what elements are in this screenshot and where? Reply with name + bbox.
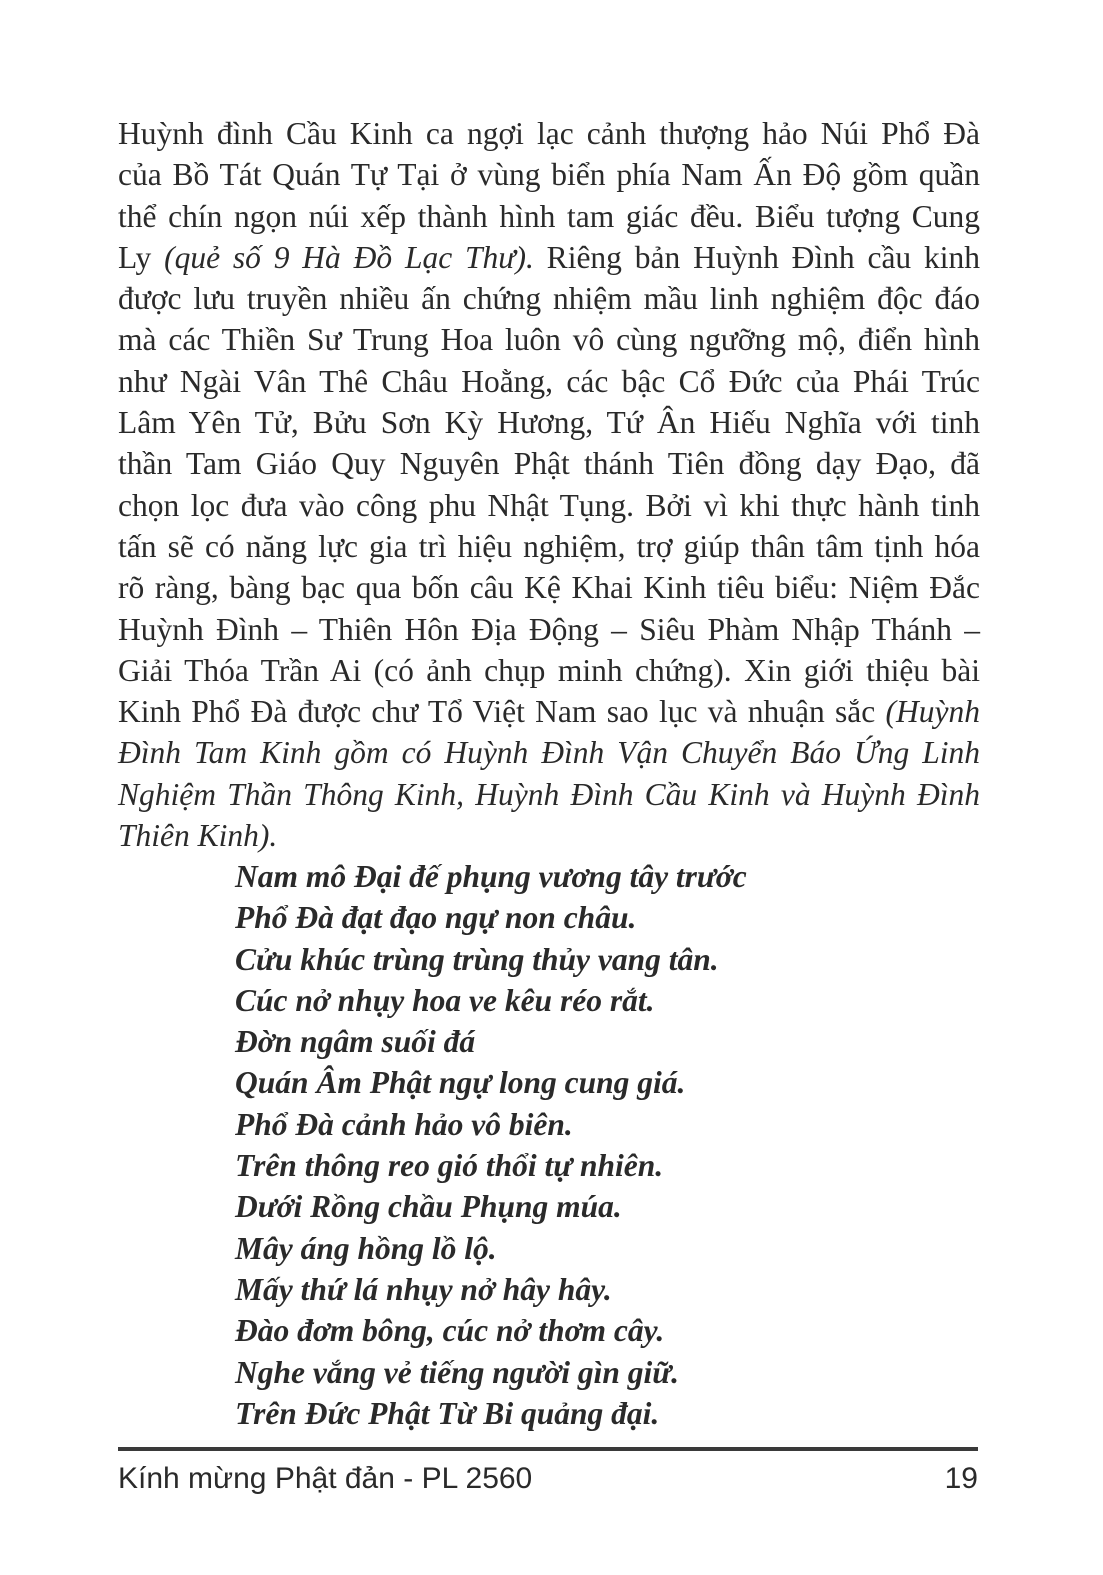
footer-divider [118,1447,978,1451]
verse-block [235,856,747,1434]
text-run: mà các Thiền Sư Trung Hoa luôn vô cùng ngưỡng mộ, điển hình [118,322,980,358]
verse-line: Quán Âm Phật ngự long cung giá. [235,1065,686,1101]
page-number: 19 [944,1462,978,1495]
italic-text: Thiên Kinh). [118,818,278,854]
text-run: Lâm Yên Tử, Bửu Sơn Kỳ Hương, Tứ Ân Hiếu Nghĩa với tinh [118,405,980,441]
paragraph-line [118,196,980,237]
text-run: của Bồ Tát Quán Tự Tại ở vùng biển phía Nam Ấn Độ gồm quần [118,157,980,193]
text-run: tấn sẽ có năng lực gia trì hiệu nghiệm, trợ giúp thân tâm tịnh hóa [118,528,980,564]
verse-line: Cửu khúc trùng trùng thủy vang tân. [235,941,719,977]
paragraph-line [118,237,980,278]
text-run: như Ngài Vân Thê Châu Hoằng, các bậc Cổ Đức của Phái Trúc [118,363,980,399]
italic-text: Nghiệm Thần Thông Kinh, Huỳnh Đình Cầu Kinh và Huỳnh Đình [118,776,980,812]
text-run: Huỳnh Đình – Thiên Hôn Địa Động – Siêu Phàm Nhập Thánh – [118,611,980,647]
text-run: Huỳnh đình Cầu Kinh ca ngợi lạc cảnh thượng hảo Núi Phổ Đà [118,116,980,151]
paragraph-line [118,402,980,443]
verse-line: Cúc nở nhụy hoa ve kêu réo rắt. [235,982,655,1018]
paragraph-line [118,650,980,691]
text-run: Giải Thóa Trần Ai (có ảnh chụp minh chứng). Xin giới thiệu bài [118,652,980,688]
paragraph-line [118,567,980,608]
verse-line: Trên thông reo gió thổi tự nhiên. [235,1148,664,1184]
body-paragraph [118,113,980,856]
paragraph-line [118,443,980,484]
verse-line: Nghe vắng vẻ tiếng người gìn giữ. [235,1354,680,1390]
text-run: thần Tam Giáo Quy Nguyên Phật thánh Tiên đồng dạy Đạo, đã [118,446,980,482]
verse-line: Dưới Rồng chầu Phụng múa. [235,1189,622,1225]
verse-line: Mây áng hồng lồ lộ. [235,1230,497,1266]
text-run: chọn lọc đưa vào công phu Nhật Tụng. Bởi vì khi thực hành tinh [118,487,980,523]
paragraph-line [118,278,980,319]
paragraph-line [118,113,980,154]
paragraph-line [118,154,980,195]
verse-line: Đờn ngâm suối đá [235,1024,476,1060]
italic-text: (quẻ số 9 Hà Đồ Lạc Thư). [164,239,534,275]
footer-title: Kính mừng Phật đản - PL 2560 [118,1462,533,1495]
paragraph-line [118,609,980,650]
text-run: thể chín ngọn núi xếp thành hình tam giác đều. Biểu tượng Cung [118,198,980,234]
paragraph-line [118,485,980,526]
paragraph-line [118,774,980,815]
verse-line: Nam mô Đại đế phụng vương tây trước [235,859,747,894]
paragraph-line [118,815,980,856]
text-run: rõ ràng, bàng bạc qua bốn câu Kệ Khai Kinh tiêu biểu: Niệm Đắc [118,570,980,606]
verse-line: Trên Đức Phật Từ Bi quảng đại. [235,1395,660,1431]
paragraph-line [118,361,980,402]
paragraph-line [118,526,980,567]
text-run: được lưu truyền nhiều ấn chứng nhiệm mầu linh nghiệm độc đáo [118,281,980,317]
verse-line: Phổ Đà cảnh hảo vô biên. [235,1106,573,1142]
italic-text: (Huỳnh [885,694,980,730]
verse-line: Đào đơm bông, cúc nở thơm cây. [235,1313,665,1349]
verse-line: Phổ Đà đạt đạo ngự non châu. [235,900,637,936]
text-run: Riêng bản Huỳnh Đình cầu kinh [533,239,981,275]
text-run: Kinh Phổ Đà được chư Tổ Việt Nam sao lục và nhuận sắc [118,694,886,730]
paragraph-line [118,732,980,773]
text-run: Ly [118,239,165,275]
paragraph-line [118,319,980,360]
paragraph-line [118,691,980,732]
italic-text: Đình Tam Kinh gồm có Huỳnh Đình Vận Chuyển Báo Ứng Linh [118,735,980,771]
verse-line: Mấy thứ lá nhụy nở hây hây. [235,1271,612,1307]
